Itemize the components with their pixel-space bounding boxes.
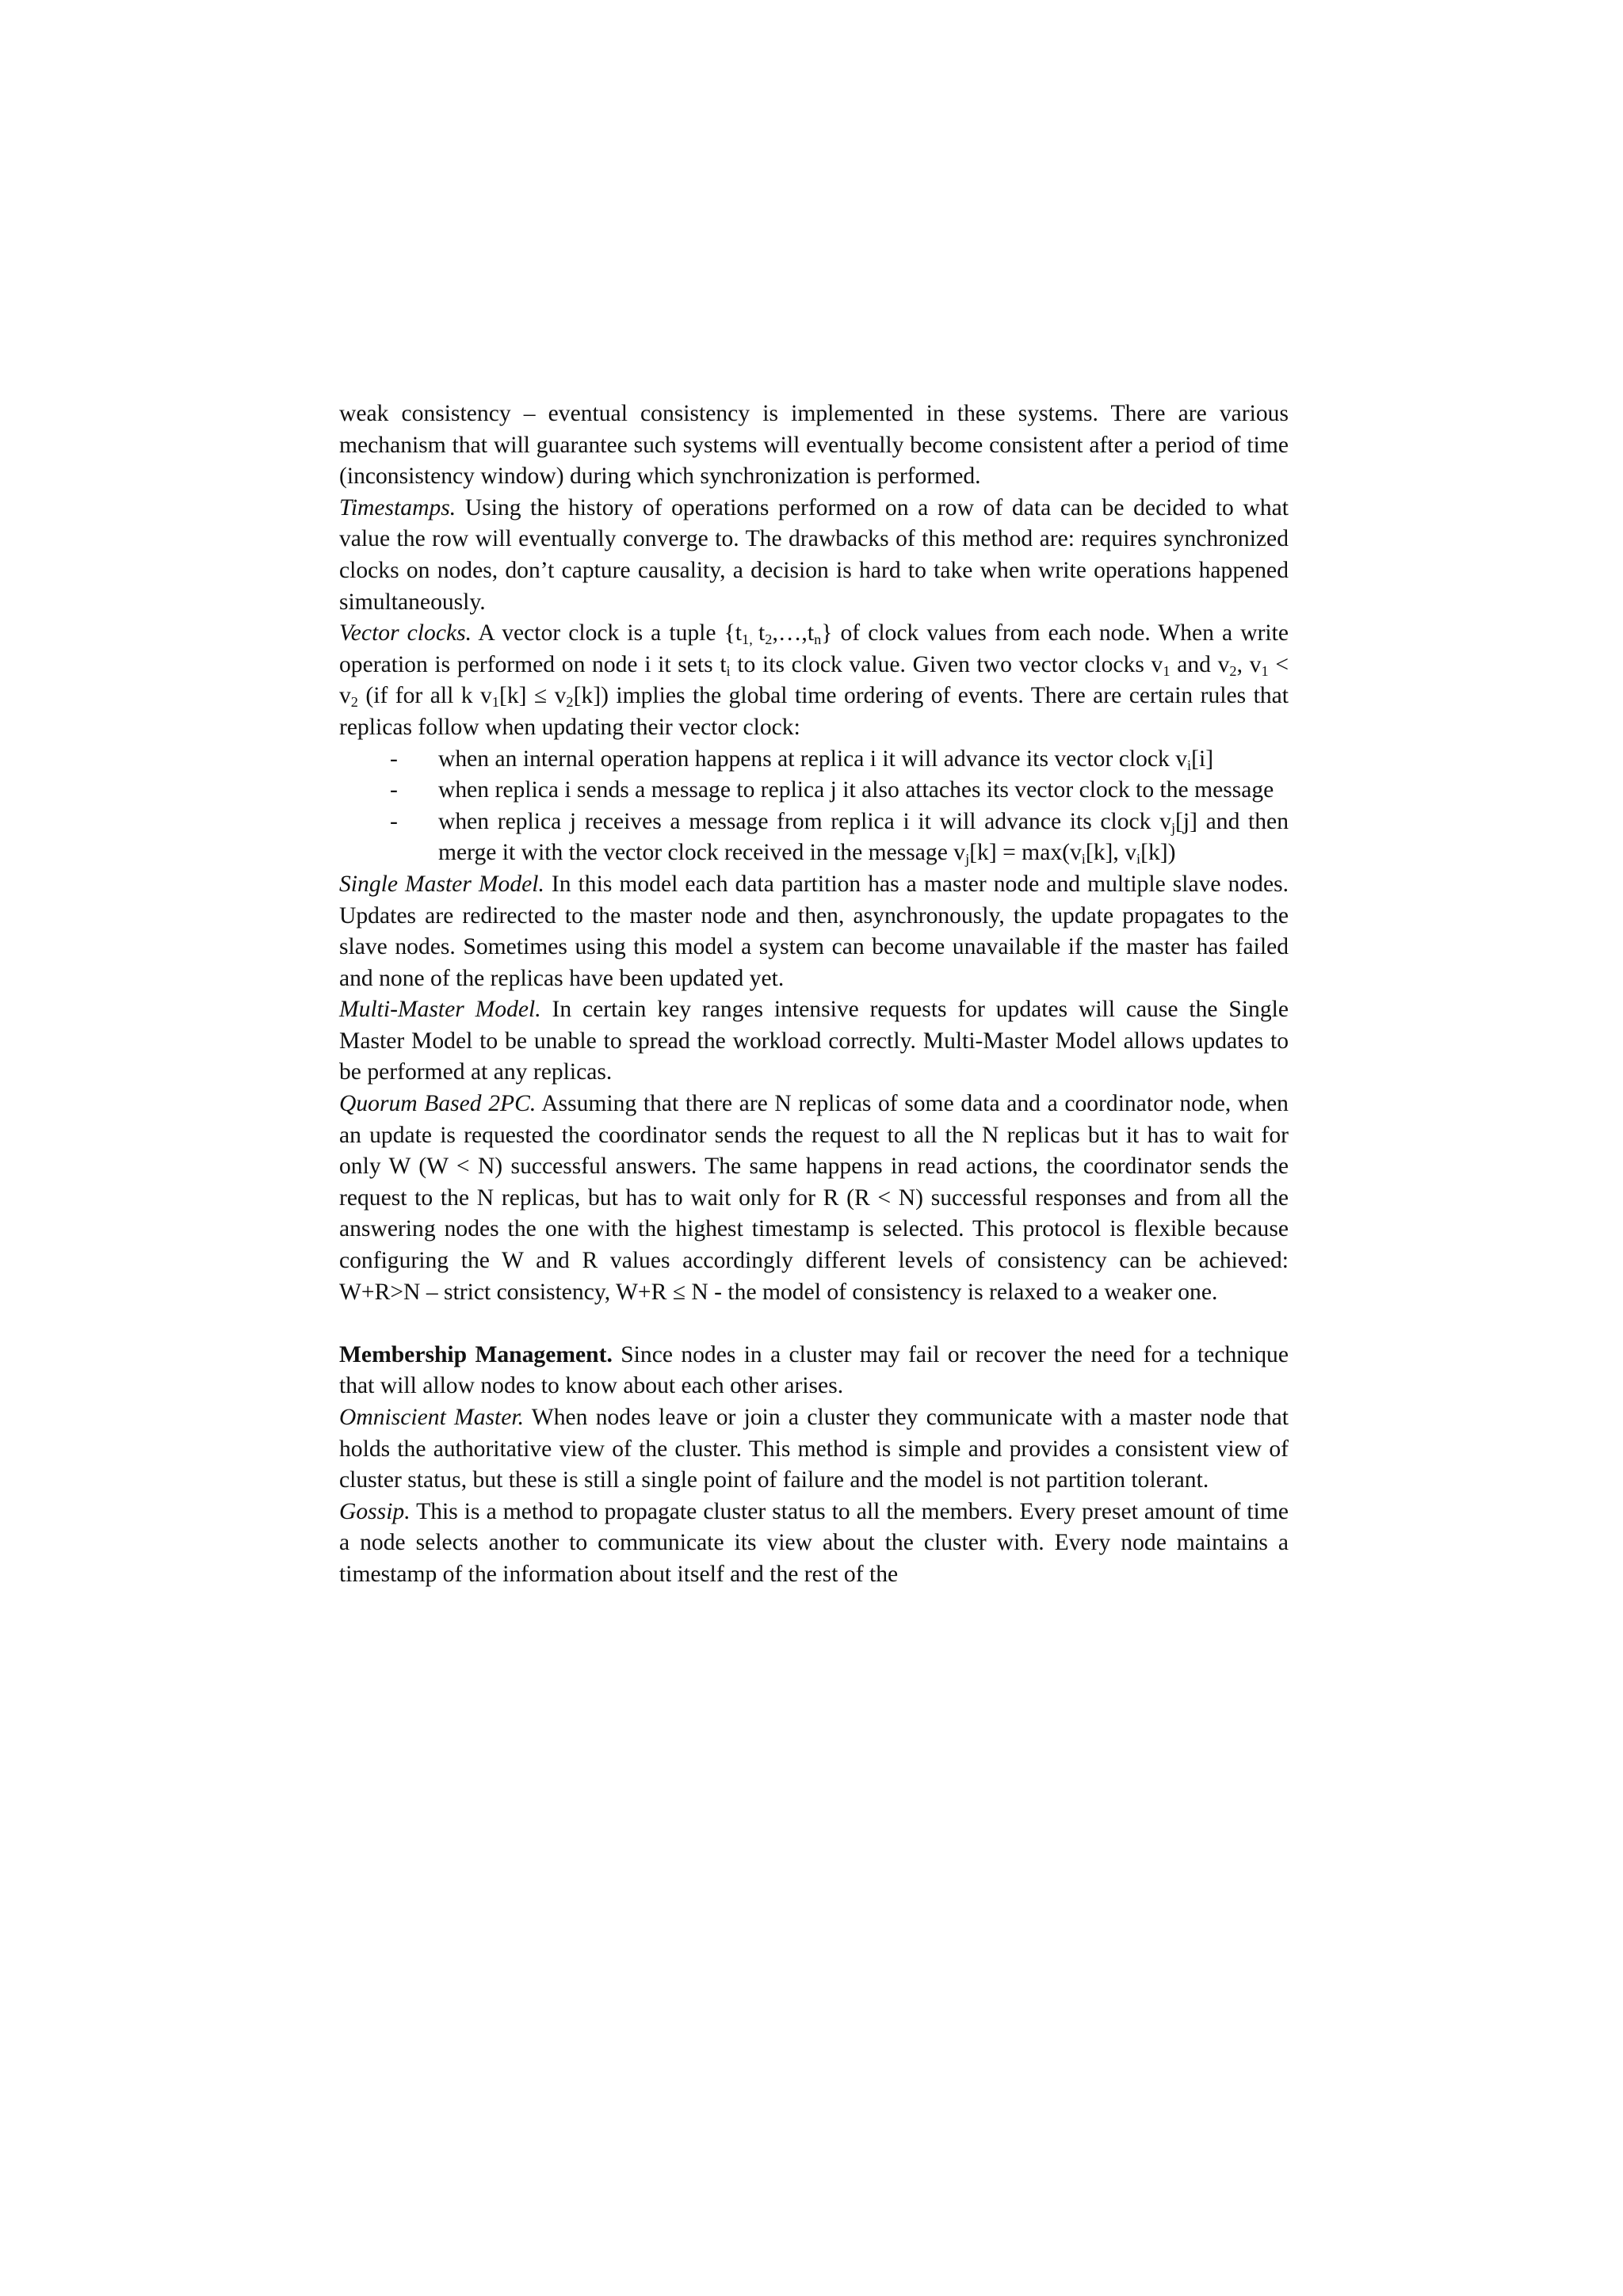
subscript: j	[1170, 819, 1176, 836]
list-item	[339, 744, 1289, 776]
paragraph-text: In certain key ranges intensive requests for updates will cause the Single Master Model to be unable to spread the workload correctly. Multi-Master Model allows updates to be performed at any replicas.	[339, 997, 1289, 1085]
text-run: [k], v	[1085, 840, 1137, 866]
text-run: [j] and then merge it with the vector clock received in the message v	[438, 808, 1289, 866]
subscript: 1,	[742, 631, 759, 648]
term-vector-clocks: Vector clocks.	[339, 620, 472, 646]
subscript: 2	[350, 694, 358, 711]
paragraph-timestamps	[339, 493, 1289, 618]
text-run: A vector clock is a tuple {t	[472, 620, 743, 646]
subscript: n	[814, 631, 822, 648]
text-run: } of clock values from each node. When a write operation is performed on node i it sets t	[339, 620, 1289, 677]
vector-clock-rules-list	[339, 744, 1289, 869]
text-run: [k] ≤ v	[498, 683, 567, 709]
paragraph-text: Since nodes in a cluster may fail or recover the need for a technique that will allow nodes to know about each other arises.	[339, 1341, 1289, 1399]
list-dash: -	[390, 808, 398, 834]
paragraph-gossip	[339, 1497, 1289, 1591]
paragraph-text: In this model each data partition has a master node and multiple slave nodes. Updates are redirected to the master node and then, asynchronously, the update propagates to the slave nodes. Sometimes using this model a system can become unavailable if the master has failed and none of the replicas have been updated yet.	[339, 871, 1289, 991]
list-dash: -	[390, 777, 398, 803]
text-run: [k] = max(v	[969, 840, 1082, 866]
term-gossip: Gossip.	[339, 1498, 411, 1524]
text-run: t	[758, 620, 766, 646]
text-run: [k]) implies the global time ordering of events. There are certain rules that replicas follow when updating their vector clock:	[339, 683, 1289, 740]
subscript: 1	[491, 694, 499, 711]
subscript: i	[1136, 851, 1141, 868]
term-multi-master: Multi-Master Model.	[339, 997, 541, 1023]
paragraph-omniscient-master	[339, 1402, 1289, 1497]
list-dash: -	[390, 746, 398, 772]
subscript: j	[965, 851, 970, 868]
term-omniscient-master: Omniscient Master.	[339, 1405, 525, 1430]
term-single-master: Single Master Model.	[339, 871, 544, 897]
subscript: 2	[1229, 662, 1237, 679]
paragraph-text: When nodes leave or join a cluster they communicate with a master node that holds the authoritative view of the cluster. This method is simple and provides a consistent view of cluster status, but these is still a single point of failure and the model is not partition tolerant.	[339, 1405, 1289, 1493]
text-run: (if for all k v	[357, 683, 492, 709]
text-run: when replica j receives a message from replica i it will advance its clock v	[438, 808, 1171, 834]
document-page	[339, 399, 1289, 1591]
list-item	[339, 775, 1289, 807]
text-run: to its clock value. Given two vector clocks v	[730, 651, 1163, 677]
term-quorum: Quorum Based 2PC.	[339, 1091, 537, 1117]
list-item	[339, 807, 1289, 869]
paragraph-quorum	[339, 1089, 1289, 1308]
paragraph-multi-master	[339, 994, 1289, 1089]
subscript: 2	[566, 694, 574, 711]
term-timestamps: Timestamps.	[339, 494, 456, 521]
paragraph-spacer	[339, 1308, 1289, 1340]
paragraph-text: This is a method to propagate cluster status to all the members. Every preset amount of time a node selects another to communicate its view about the cluster with. Every node maintains a timestamp of the information about itself and the rest of the	[339, 1498, 1289, 1587]
text-run: , v	[1236, 651, 1262, 677]
subscript: 1	[1163, 662, 1170, 679]
paragraph-membership	[339, 1340, 1289, 1402]
text-run: [k])	[1140, 840, 1176, 866]
subscript: i	[726, 662, 731, 679]
paragraph-text: Using the history of operations performed on a row of data can be decided to what value the row will eventually converge to. The drawbacks of this method are: requires synchronized clocks on nodes, don’t capture causality, a decision is hard to take when write operations happened simultaneously.	[339, 494, 1289, 615]
paragraph-text: weak consistency – eventual consistency is implemented in these systems. There are various mechanism that will guarantee such systems will eventually become consistent after a period of time (inconsistency window) during which synchronization is performed.	[339, 401, 1289, 490]
text-run: [i]	[1191, 746, 1214, 772]
subscript: i	[1081, 851, 1086, 868]
text-run: and v	[1170, 651, 1230, 677]
text-run: ,…,t	[772, 620, 815, 646]
heading-membership-management: Membership Management.	[339, 1341, 613, 1367]
paragraph-vector-clocks	[339, 618, 1289, 743]
paragraph-single-master	[339, 869, 1289, 994]
text-run: when an internal operation happens at replica i it will advance its vector clock v	[438, 746, 1188, 772]
paragraph-eventual-consistency	[339, 399, 1289, 493]
subscript: 1	[1261, 662, 1269, 679]
subscript: 2	[765, 631, 773, 648]
text-run: when replica i sends a message to replica j it also attaches its vector clock to the message	[438, 777, 1274, 803]
text-run: < v	[339, 651, 1289, 709]
paragraph-text: Assuming that there are N replicas of some data and a coordinator node, when an update is requested the coordinator sends the request to all the N replicas but it has to wait for only W (W < N) successful answers. The same happens in read actions, the coordinator sends the request to the N replicas, but has to wait only for R (R < N) successful responses and from all the answering nodes the one with the highest timestamp is selected. This protocol is flexible because configuring the W and R values accordingly different levels of consistency can be achieved: W+R>N – strict consistency, W+R ≤ N - the model of consistency is relaxed to a weaker one.	[339, 1091, 1289, 1305]
subscript: i	[1187, 757, 1192, 773]
